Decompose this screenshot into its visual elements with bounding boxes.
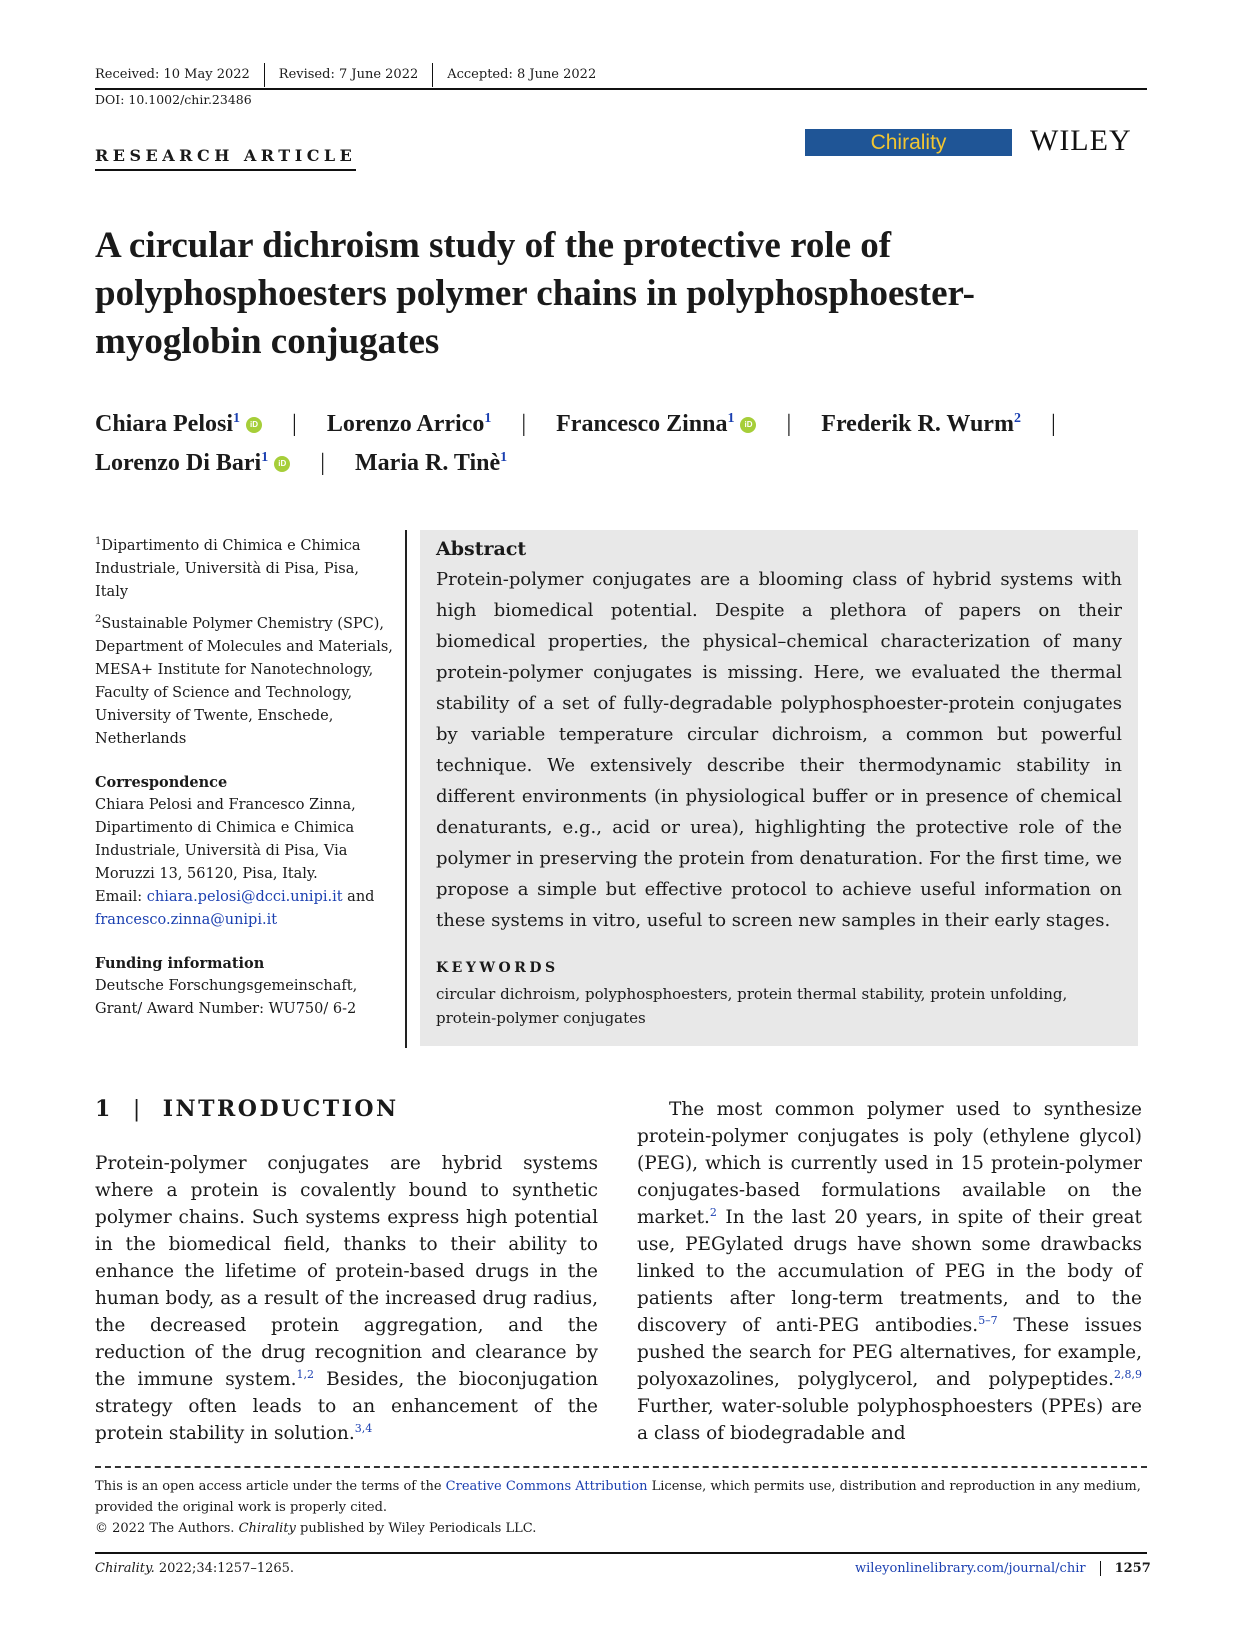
article-title: A circular dichroism study of the protective role of polyphosphoesters polymer chains in polyphosphoester-myoglobin conjugates — [95, 225, 975, 362]
dates-bar — [95, 62, 1147, 90]
affiliation-1: $^1$Dipartimento di Chimica e Chimica Industriale, Università di Pisa, Pisa, Italy — [95, 536, 361, 600]
license-notice: This is an open access article under the terms of the Creative Commons Attribution License, which permits use, distribution and reproduction in any medium, provided the original work is properly cited. © 2022 The Authors. Chirality published by Wiley Periodicals LLC. — [95, 1479, 1141, 1536]
citation-link[interactable]: 3,4 — [354, 1421, 373, 1435]
column-divider — [405, 530, 407, 1048]
correspondence-heading: Correspondence — [95, 773, 228, 791]
citation-link[interactable]: 5–7 — [978, 1313, 998, 1327]
citation-link[interactable]: 2,8,9 — [1114, 1367, 1142, 1381]
affiliation-2: $^2$Sustainable Polymer Chemistry (SPC), Department of Molecules and Materials, MESA+ Institute for Nanotechnology, Faculty of Science and Technology, University of Twente, Enschede, Netherlands — [95, 613, 393, 747]
paragraph: The most common polymer used to synthesize protein-polymer conjugates is poly (ethylene glycol) (PEG), which is currently used in 15 protein-polymer conjugates-based formulations available on the market.$^2$ In the last 20 years, in spite of their great use, PEGylated drugs have shown some drawbacks linked to the accumulation of PEG in the body of patients after long-term treatments, and to the discovery of anti-PEG antibodies.$^{5-7}$ These issues pushed the search for PEG alternatives, for example, polyoxazolines, polyglycerol, and polypeptides.$^{2,8,9}$ Further, water-soluble polyphosphoesters (PPEs) are a class of biodegradable and — [637, 1099, 1142, 1444]
footer-right — [855, 1561, 1151, 1576]
funding-text: Deutsche Forschungsgemeinschaft, Grant/ Award Number: WU750/ 6-2 — [95, 977, 358, 1017]
author[interactable]: Lorenzo Arrico$^1$ — [326, 411, 492, 437]
citation-link[interactable]: 1,2 — [296, 1367, 315, 1381]
license-divider — [95, 1466, 1147, 1468]
journal-logo: Chirality — [805, 129, 1012, 156]
footer-citation: Chirality. 2022;34:1257–1265. — [95, 1561, 295, 1576]
received-date: Received: 10 May 2022 — [95, 67, 250, 82]
author[interactable]: Frederik R. Wurm$^2$ — [821, 411, 1021, 437]
orcid-icon[interactable]: iD — [274, 456, 290, 472]
author[interactable]: Francesco Zinna$^1$ — [556, 411, 735, 437]
email-link[interactable]: chiara.pelosi@dcci.unipi.it — [146, 888, 343, 905]
doi[interactable]: DOI: 10.1002/chir.23486 — [95, 92, 252, 107]
footer-rule — [95, 1552, 1147, 1554]
email-link[interactable]: francesco.zinna@unipi.it — [95, 911, 278, 928]
funding-heading: Funding information — [95, 954, 265, 972]
keywords-heading: KEYWORDS — [436, 960, 559, 976]
body-column-left — [95, 1150, 598, 1447]
section-heading: 1 | INTRODUCTION — [95, 1096, 399, 1122]
page-number: 1257 — [1100, 1561, 1151, 1576]
revised-date: Revised: 7 June 2022 — [264, 63, 432, 87]
body-column-right — [637, 1096, 1142, 1447]
accepted-date: Accepted: 8 June 2022 — [432, 63, 610, 87]
author[interactable]: Maria R. Tinè$^1$ — [355, 450, 508, 476]
author-list: Chiara Pelosi$^1$ iD | Lorenzo Arrico$^1$ | Francesco Zinna$^1$ iD | Frederik R. Wurm$^2$ | Lorenzo Di Bari$^1$ iD | Maria R. Tinè$^1$ — [95, 411, 1056, 476]
correspondence-text: Chiara Pelosi and Francesco Zinna, Dipartimento di Chimica e Chimica Industriale, Università di Pisa, Via Moruzzi 13, 56120, Pisa, Italy. Email: chiara.pelosi@dcci.unipi.it and francesco.zinna@unipi.it — [95, 796, 375, 928]
abstract-heading: Abstract — [436, 538, 527, 560]
paragraph: Protein-polymer conjugates are hybrid systems where a protein is covalently bound to synthetic polymer chains. Such systems express high potential in the biomedical field, thanks to their ability to enhance the lifetime of protein-based drugs in the human body, as a result of the increased drug radius, the decreased protein aggregation, and the reduction of the drug recognition and clearance by the immune system.$^{1,2}$ Besides, the bioconjugation strategy often leads to an enhancement of the protein stability in solution.$^{3,4}$ — [95, 1153, 598, 1444]
article-info — [95, 530, 395, 1025]
journal-url-link[interactable]: wileyonlinelibrary.com/journal/chir — [855, 1561, 1086, 1576]
orcid-icon[interactable]: iD — [246, 417, 262, 433]
article-type: RESEARCH ARTICLE — [95, 146, 356, 171]
citation-link[interactable]: 2 — [709, 1205, 717, 1219]
author[interactable]: Chiara Pelosi$^1$ — [95, 411, 240, 437]
abstract-box — [420, 530, 1138, 1046]
license-link[interactable]: Creative Commons Attribution — [445, 1479, 648, 1494]
keywords: circular dichroism, polyphosphoesters, protein thermal stability, protein unfolding, protein-polymer conjugates — [436, 985, 1068, 1027]
author[interactable]: Lorenzo Di Bari$^1$ — [95, 450, 269, 476]
orcid-icon[interactable]: iD — [740, 417, 756, 433]
abstract-text: Protein-polymer conjugates are a blooming class of hybrid systems with high biomedical potential. Despite a plethora of papers on their biomedical properties, the physical–chemical characterization of many protein-polymer conjugates is missing. Here, we evaluated the thermal stability of a set of fully-degradable polyphosphoester-protein conjugates by variable temperature circular dichroism, a common but powerful technique. We extensively describe their thermodynamic stability in different environments (in physiological buffer or in presence of chemical denaturants, e.g., acid or urea), highlighting the protective role of the polymer in preserving the protein from denaturation. For the first time, we propose a simple but effective protocol to achieve useful information on these systems in vitro, useful to screen new samples in their early stages. — [436, 569, 1122, 931]
publisher-logo: WILEY — [1030, 124, 1132, 157]
